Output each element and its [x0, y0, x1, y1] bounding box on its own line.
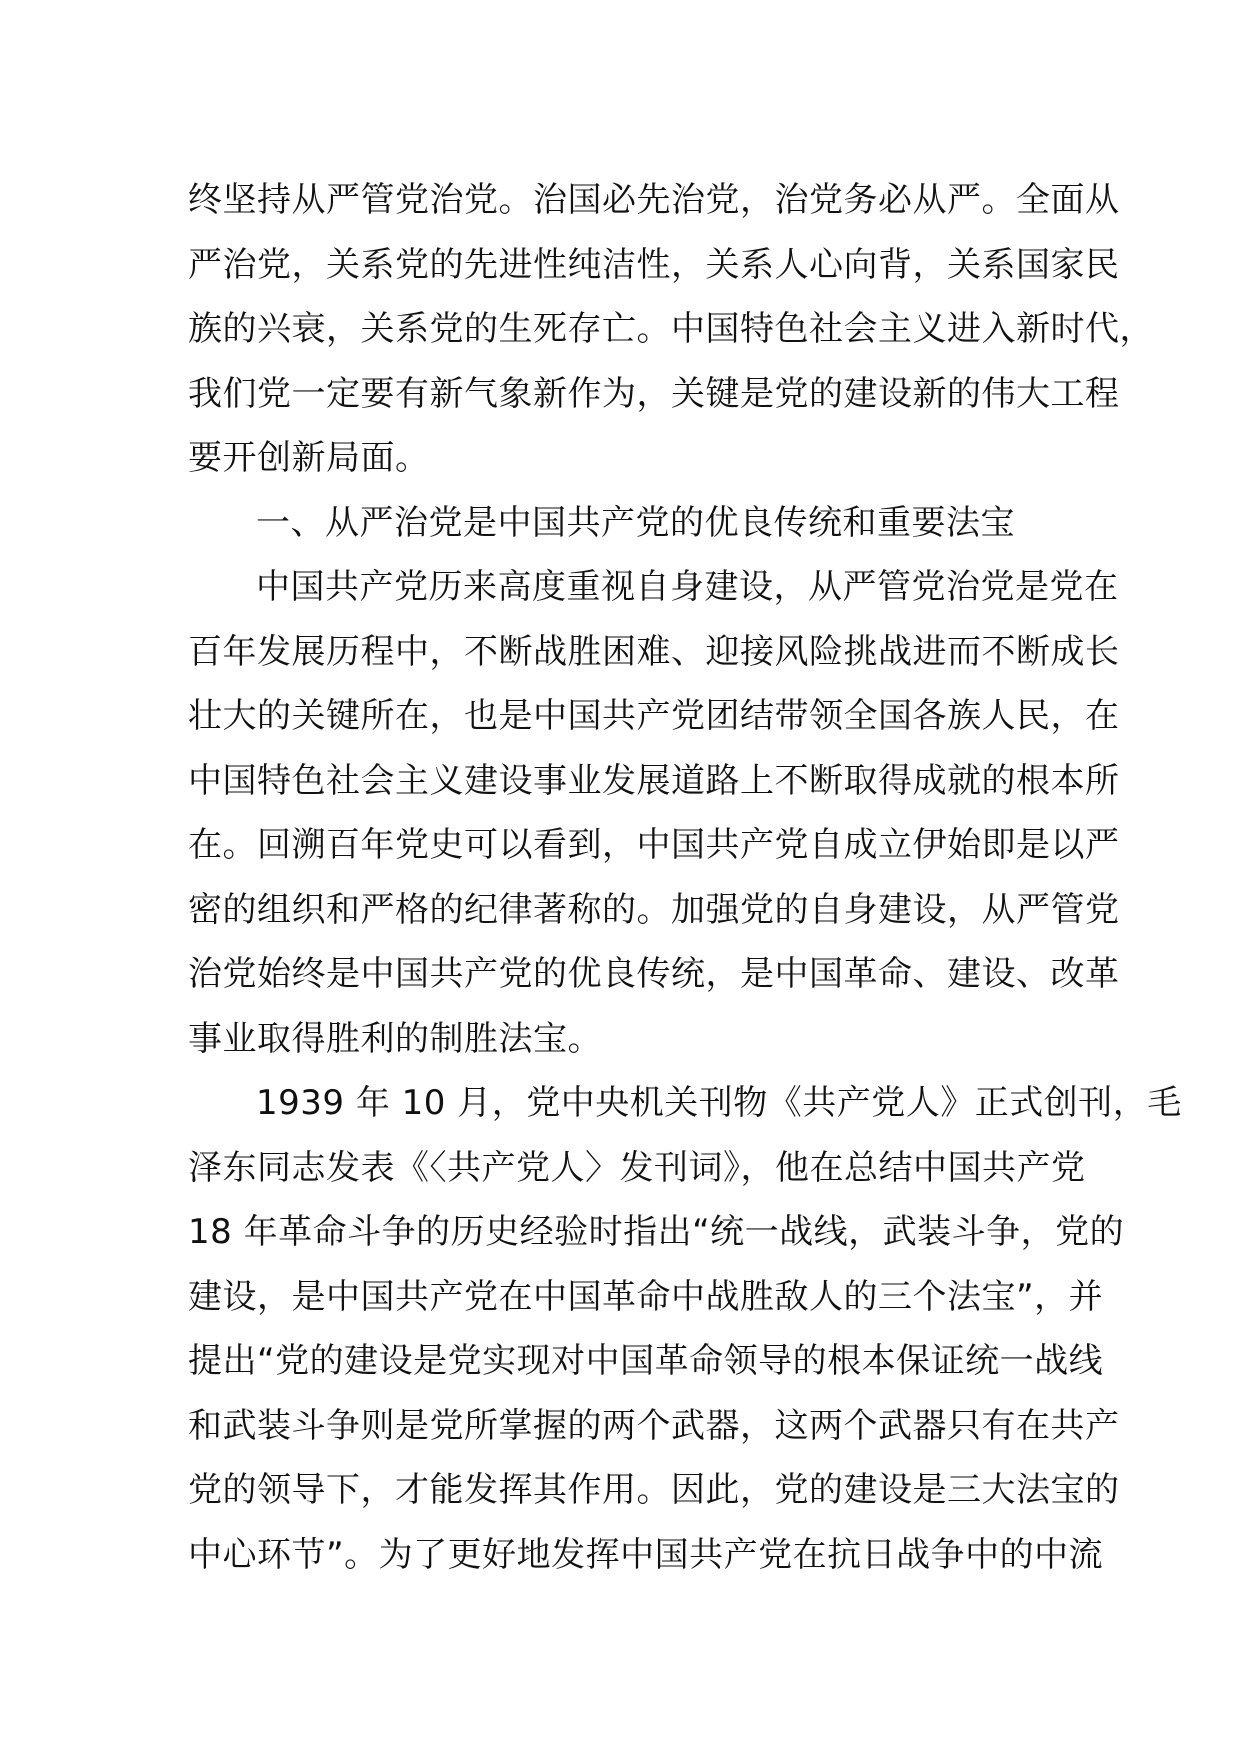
text-line: 党的领导下，才能发挥其作用。因此，党的建设是三大法宝的: [188, 1470, 1120, 1510]
text-line: 18 年革命斗争的历史经验时指出“统一战线，武装斗争，党的: [188, 1212, 1125, 1252]
text-line: 族的兴衰，关系党的生死存亡。中国特色社会主义进入新时代，: [188, 309, 1154, 349]
paragraph-start: 中国共产党历来高度重视自身建设，从严管党治党是党在: [256, 567, 1119, 607]
text-line: 百年发展历程中，不断战胜困难、迎接风险挑战进而不断成长: [188, 631, 1120, 672]
text-line: 壮大的关键所在，也是中国共产党团结带领全国各族人民，在: [188, 696, 1120, 736]
text-line: 在。回溯百年党史可以看到，中国共产党自成立伊始即是以严: [188, 825, 1120, 865]
text-line: 终坚持从严管党治党。治国必先治党，治党务必从严。全面从: [188, 180, 1120, 220]
text-line: 中国特色社会主义建设事业发展道路上不断取得成就的根本所: [188, 760, 1120, 801]
text-line: 严治党，关系党的先进性纯洁性，关系人心向背，关系国家民: [188, 244, 1120, 285]
section-heading: 一、从严治党是中国共产党的优良传统和重要法宝: [256, 502, 1015, 543]
text-line: 中心环节”。为了更好地发挥中国共产党在抗日战争中的中流: [188, 1534, 1104, 1575]
document-body: [188, 168, 1182, 1587]
paragraph-start: 1939 年 10 月，党中央机关刊物《共产党人》正式创刊，毛: [256, 1083, 1182, 1123]
text-line: 我们党一定要有新气象新作为，关键是党的建设新的伟大工程: [188, 373, 1120, 414]
text-line: 事业取得胜利的制胜法宝。: [188, 1018, 602, 1059]
text-line: 要开创新局面。: [188, 438, 430, 478]
text-line: 和武装斗争则是党所掌握的两个武器，这两个武器只有在共产: [188, 1405, 1120, 1446]
text-line: 建设，是中国共产党在中国革命中战胜敌人的三个法宝”，并: [188, 1276, 1104, 1317]
text-line: 治党始终是中国共产党的优良传统，是中国革命、建设、改革: [188, 954, 1120, 994]
text-line: 提出“党的建设是党实现对中国革命领导的根本保证统一战线: [188, 1341, 1104, 1381]
text-line: 密的组织和严格的纪律著称的。加强党的自身建设，从严管党: [188, 889, 1120, 930]
text-line: 泽东同志发表《〈共产党人〉发刊词》，他在总结中国共产党: [188, 1147, 1086, 1188]
